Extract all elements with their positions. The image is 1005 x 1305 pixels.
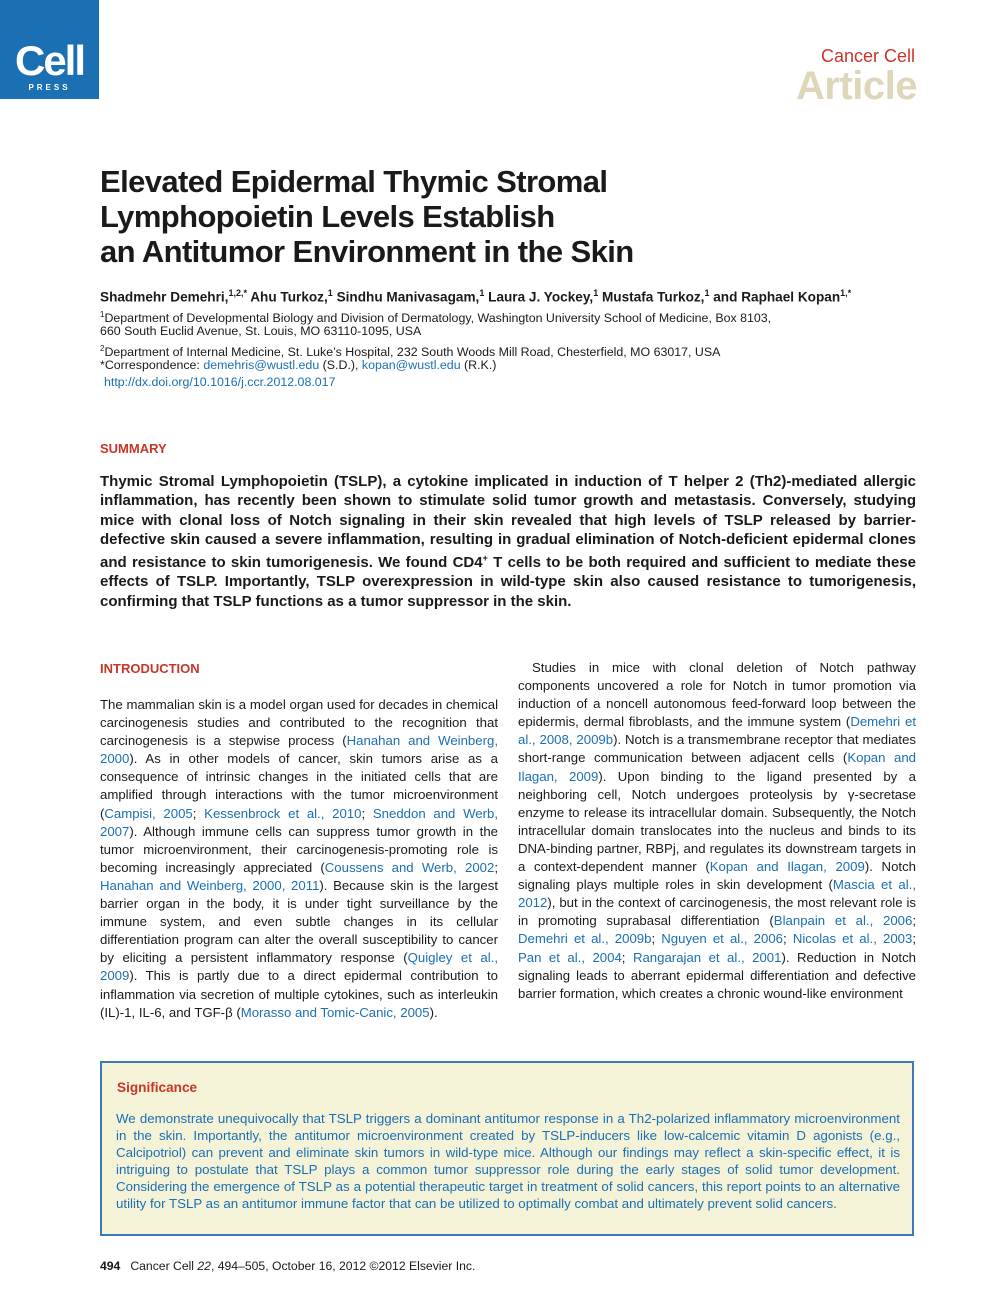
body-text: ). This is partly due to a direct epidermal contribution to inflammation via secretion of multiple cytokines, such as interleukin (IL)-1, IL-6, and TGF-β ( <box>100 968 498 1020</box>
affil-sup: 1 <box>100 310 105 319</box>
title-line: Elevated Epidermal Thymic Stromal <box>100 164 608 199</box>
author-name: Mustafa Turkoz, <box>601 289 705 305</box>
body-text: The mammalian skin is a model organ used for decades in chemical carcinogenesis studies and contributed to the recognition that carcinogenesis is a stepwise process ( <box>100 697 498 749</box>
body-text: ). Reduction in Notch signaling leads to aberrant epidermal differentiation and defective barrier formation, which creates a chronic wound-like environment <box>518 949 917 1001</box>
body-text: ). Because skin is the largest barrier organ in the body, it is under tight surveillance by the immune system, and even subtle changes in its cellular differentiation program can alter the overall susceptibility to cancer by eliciting a persistent inflammatory response ( <box>100 877 498 966</box>
doi-link[interactable]: http://dx.doi.org/10.1016/j.ccr.2012.08.017 <box>104 375 336 389</box>
page-number: 494 <box>100 1259 121 1273</box>
author-name: Laura J. Yockey, <box>488 289 594 305</box>
body-text: ; <box>783 931 793 947</box>
footer-journal: Cancer Cell <box>130 1259 198 1273</box>
footer-rest: , 494–505, October 16, 2012 ©2012 Elsevier Inc. <box>210 1259 476 1273</box>
body-text: ; <box>494 859 498 875</box>
citation-link[interactable]: Pan et al., 2004 <box>518 949 622 965</box>
body-text: ), but in the context of carcinogenesis, the most relevant role is in promoting suprabasal differentiation ( <box>518 895 916 929</box>
citation-link[interactable]: Mascia et al., 2012 <box>518 877 916 911</box>
journal-name: Cancer Cell <box>820 46 915 66</box>
significance-heading: Significance <box>117 1080 198 1095</box>
logo-brand: Cell <box>14 37 85 84</box>
citation-link[interactable]: Campisi, 2005 <box>104 805 193 821</box>
title-line: Lymphopoietin Levels Establish <box>100 199 555 234</box>
body-text: ; <box>912 913 917 929</box>
body-text: ). Although immune cells can suppress tumor growth in the tumor microenvironment, their carcinogenesis-promoting role is becoming increasingly appreciated ( <box>100 823 498 875</box>
author-affil-sup: 1 <box>327 288 333 298</box>
body-text: ; <box>361 805 373 821</box>
citation-link[interactable]: Kopan and Ilagan, 2009 <box>518 750 916 784</box>
significance-text: We demonstrate unequivocally that TSLP triggers a dominant antitumor response in a Th2-polarized inflammatory microenvironment in the skin. Importantly, the antitumor microenvironment created by TSLP-inducers like low-calcemic vitamin D agonists (e.g., Calcipotriol) can prevent and eliminate skin tumors in wild-type mice. Although our findings may reflect a skin-specific effect, it is intriguing to postulate that TSLP plays a common tumor suppressor role during the early stages of solid tumor development. Considering the emergence of TSLP as a potential therapeutic target in treatment of solid cancers, this report points to an alternative utility for TSLP as an antitumor immune factor that can be utilized to optimally combat and ultimately prevent solid cancers. <box>116 1111 900 1211</box>
body-text: ; <box>621 949 633 965</box>
corr-note: (S.D.), <box>319 358 362 372</box>
correspondence <box>100 357 496 374</box>
summary-text <box>100 472 916 611</box>
affiliation-1-cont: 660 South Euclid Avenue, St. Louis, MO 63110-1095, USA <box>100 324 422 338</box>
citation-link[interactable]: Coussens and Werb, 2002 <box>324 859 495 875</box>
citation-link[interactable]: Hanahan and Weinberg, 2000, 2011 <box>100 877 320 893</box>
author-affil-sup: 1,2,* <box>228 288 247 298</box>
body-text: ). Upon binding to the ligand presented by a neighboring cell, Notch undergoes proteolysis by γ-secretase enzyme to release its intracellular domain. Subsequently, the Notch intracellular domain translocates into the nucleus and binds to its DNA-binding partner, RBPj, and regulates its downstream targets in a context-dependent manner ( <box>518 768 916 875</box>
introduction-heading: INTRODUCTION <box>100 661 200 676</box>
article-type: Article <box>796 64 917 108</box>
corr-note: (R.K.) <box>460 358 497 372</box>
citation-link[interactable]: Demehri et al., 2009b <box>518 931 652 947</box>
doi-line <box>104 374 335 391</box>
footer-volume: 22 <box>197 1259 211 1273</box>
citation-link[interactable]: Nicolas et al., 2003 <box>792 931 913 947</box>
intro-right-column <box>518 659 916 1003</box>
citation-link[interactable]: Blanpain et al., 2006 <box>773 913 913 929</box>
citation-link[interactable]: Sneddon and Werb, 2007 <box>100 805 499 839</box>
body-text: ; <box>192 805 205 821</box>
author-list <box>100 288 851 305</box>
summary-part: Thymic Stromal Lymphopoietin (TSLP), a cytokine implicated in induction of T helper 2 (Th2)-mediated allergic inflammation, has recently been shown to stimulate solid tumor growth and metastasis. Conversely, studying mice with clonal loss of Notch signaling in their skin revealed that high levels of TSLP released by barrier-defective skin caused a severe inflammation, resulting in gradual elimination of Notch-deficient epidermal clones and resistance to skin tumorigenesis. We found CD4 <box>100 473 916 572</box>
page-footer <box>100 1259 475 1273</box>
author-affil-sup: 1 <box>704 288 710 298</box>
body-text: ). <box>429 1004 438 1020</box>
author-name: Ahu Turkoz, <box>250 289 328 305</box>
logo-press: PRESS <box>28 83 71 92</box>
body-text: ; <box>651 931 662 947</box>
author-name: Sindhu Manivasagam, <box>336 289 480 305</box>
affil-text: Department of Internal Medicine, St. Luke’s Hospital, 232 South Woods Mill Road, Chesterfield, MO 63017, USA <box>104 345 721 360</box>
citation-link[interactable]: Hanahan and Weinberg, 2000 <box>100 733 498 767</box>
citation-link[interactable]: Demehri et al., 2008, 2009b <box>518 714 917 748</box>
author-affil-sup: 1 <box>593 288 599 298</box>
citation-link[interactable]: Morasso and Tomic-Canic, 2005 <box>240 1004 430 1020</box>
body-text: Studies in mice with clonal deletion of Notch pathway components uncovered a role for Notch in tumor promotion via induction of a noncell autonomous feed-forward loop between the epidermis, dermal fibroblasts, and the immune system ( <box>518 660 916 730</box>
citation-link[interactable]: Quigley et al., 2009 <box>100 950 498 984</box>
significance-box <box>100 1061 914 1236</box>
summary-sup: + <box>482 553 488 564</box>
email-link-kopan[interactable]: kopan@wustl.edu <box>361 358 461 372</box>
cell-press-logo <box>0 0 99 99</box>
affil-sup: 2 <box>100 344 105 353</box>
citation-link[interactable]: Kessenbrock et al., 2010 <box>204 805 362 821</box>
citation-link[interactable]: Kopan and Ilagan, 2009 <box>709 859 865 875</box>
article-title <box>100 164 740 269</box>
body-text: ; <box>912 931 917 947</box>
body-text: ). Notch is a transmembrane receptor that mediates short-range communication between adjacent cells ( <box>518 732 917 766</box>
author-name: Shadmehr Demehri, <box>100 289 229 305</box>
author-affil-sup: 1,* <box>840 288 852 298</box>
summary-part: T cells to be both required and sufficient to mediate these effects of TSLP. Importantly, TSLP overexpression in wild-type skin also caused resistance to tumorigenesis, confirming that TSLP functions as a tumor suppressor in the skin. <box>100 554 916 610</box>
corr-label: *Correspondence: <box>100 358 204 372</box>
author-affil-sup: 1 <box>479 288 485 298</box>
intro-left-column <box>100 696 498 1022</box>
email-link-demehri[interactable]: demehris@wustl.edu <box>203 358 320 372</box>
affil-text: Department of Developmental Biology and Division of Dermatology, Washington University School of Medicine, Box 8103, <box>104 311 772 326</box>
citation-link[interactable]: Rangarajan et al., 2001 <box>632 949 782 965</box>
title-line: an Antitumor Environment in the Skin <box>100 234 634 269</box>
body-text: ). As in other models of cancer, skin tumors arise as a consequence of intrinsic changes in the initiated cells that are amplified through interactions with the tumor microenvironment ( <box>100 751 498 821</box>
body-text: ). Notch signaling plays multiple roles in skin development ( <box>518 859 916 893</box>
citation-link[interactable]: Nguyen et al., 2006 <box>661 931 784 947</box>
author-name: and Raphael Kopan <box>713 289 841 305</box>
summary-heading: SUMMARY <box>100 441 167 456</box>
